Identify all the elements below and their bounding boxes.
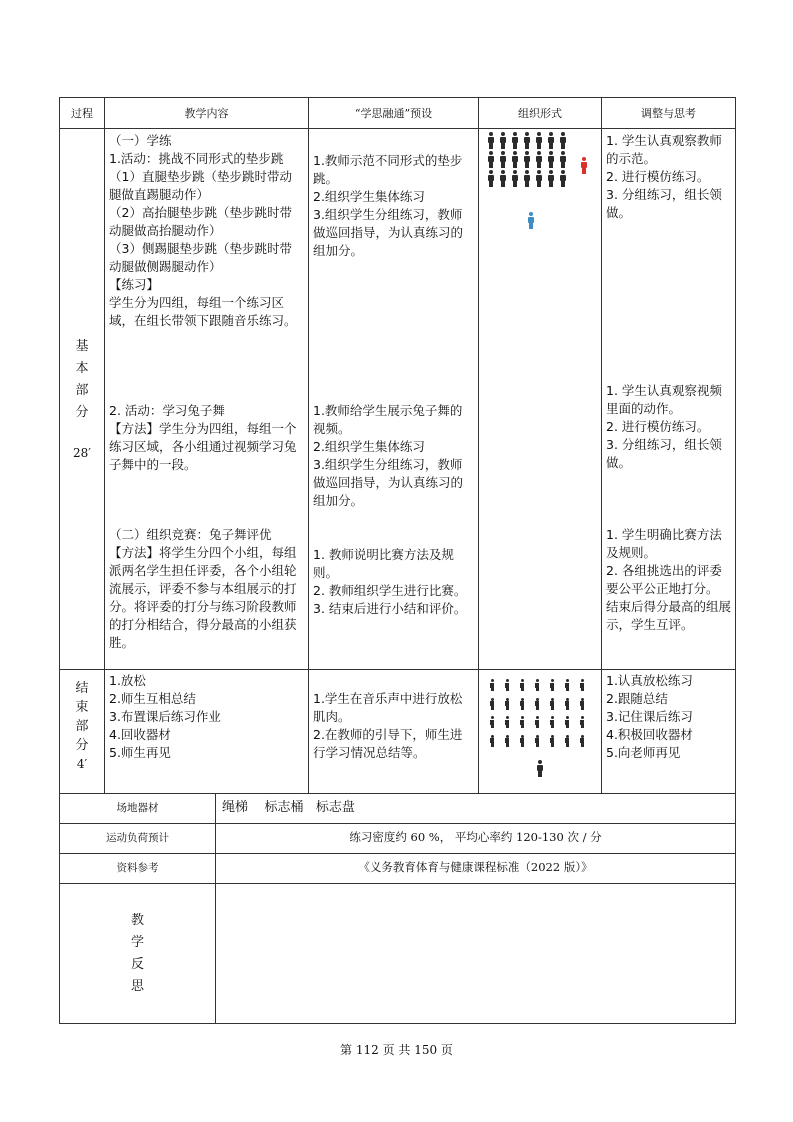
basic-preset-1: 1.教师示范不同形式的垫步跳。 2.组织学生集体练习 3.组织学生分组练习，教师做巡回指导，为认真练习的组加分。 [313,153,464,258]
person-icon [564,716,570,728]
end-adjust: 1.认真放松练习 2.跟随总结 3.记住课后练习 4.积极回收器材 5.向老师再见 [606,673,693,760]
section-label-basic [60,336,104,464]
person-icon [519,716,525,728]
basic-adjust-2: 1. 学生认真观察视频里面的动作。 2. 进行模仿练习。 3. 分组练习，组长领做。 [606,383,722,470]
label-char: 学 [130,935,144,950]
person-icon [559,132,567,149]
basic-preset-2: 1.教师给学生展示兔子舞的视频。 2.组织学生集体练习 3.组织学生分组练习，教师做巡回指导，为认真练习的组加分。 [313,403,464,508]
label-char: 束 [75,700,89,715]
label-char: 本 [75,361,89,376]
person-icon [489,735,495,747]
person-icon [564,679,570,691]
person-icon [519,679,525,691]
person-icon [519,735,525,747]
basic-preset-3: 1. 教师说明比赛方法及规则。 2. 教师组织学生进行比赛。 3. 结束后进行小结和评价。 [313,547,467,616]
label-char: 部 [75,383,89,398]
person-icon [534,735,540,747]
basic-content-3: （二）组织竞赛：兔子舞评优 【方法】将学生分四个小组，每组派两名学生担任评委，各个小组轮流展示，评委不参与本组展示的打分。将评委的打分与练习阶段教师的打分相结合，得分最高的小组获胜。 [109,527,297,650]
header-preset: “学思融通”预设 [354,107,433,120]
person-icon [519,698,525,710]
person-icon [549,716,555,728]
person-icon [559,170,567,187]
person-icon [504,679,510,691]
table-border-left [59,97,60,1024]
label-char: 分 [75,738,89,753]
basic-content-2: 2. 活动：学习兔子舞 【方法】学生分为四组，每组一个练习区域，各小组通过视频学习兔子舞中的一段。 [109,403,297,472]
person-icon [504,716,510,728]
person-icon [504,735,510,747]
person-icon [523,132,531,149]
person-icon [534,679,540,691]
person-icon [504,698,510,710]
person-icon [549,735,555,747]
person-icon [489,716,495,728]
person-icon [499,151,507,168]
person-icon [487,132,495,149]
label-char: 结 [75,681,89,696]
label-char: 思 [130,979,144,994]
header-organization: 组织形式 [518,107,562,120]
equipment-value: 绳梯 标志桶 标志盘 [222,800,355,815]
reference-value: 《义务教育体育与健康课程标准（2022 版）》 [358,860,593,874]
person-icon [536,760,544,777]
person-icon [579,698,585,710]
person-icon [489,679,495,691]
header-process: 过程 [71,107,93,120]
row-divider [59,883,736,884]
person-icon [499,170,507,187]
person-icon [499,132,507,149]
reflection-label [60,910,215,998]
person-icon [511,170,519,187]
person-icon [547,151,555,168]
person-icon [547,170,555,187]
person-icon [523,170,531,187]
formation-basic [479,129,601,249]
load-label: 运动负荷预计 [106,832,169,844]
equipment-label: 场地器材 [116,802,159,814]
label-char: 分 [75,405,89,420]
person-icon [564,698,570,710]
header-adjustment: 调整与思考 [641,107,696,120]
table-border-right [735,97,736,1024]
person-icon [511,151,519,168]
section-label-end [60,679,104,774]
page-footer: 第 112 页 共 150 页 [340,1043,453,1057]
basic-adjust-3: 1. 学生明确比赛方法及规则。 2. 各组挑选出的评委要公平公正地打分。 结束后得分最高的组展示，学生互评。 [606,527,732,632]
label-char: 反 [130,957,144,972]
person-icon [523,151,531,168]
person-icon [579,735,585,747]
person-icon [527,212,535,229]
person-icon [535,170,543,187]
person-icon [487,151,495,168]
formation-end [479,670,601,793]
person-icon [579,679,585,691]
load-value: 练习密度约 60 %， 平均心率约 120-130 次 / 分 [349,830,602,844]
end-content: 1.放松 2.师生互相总结 3.布置课后练习作业 4.回收器材 5.师生再见 [109,673,221,760]
person-icon [535,132,543,149]
header-content: 教学内容 [184,107,229,120]
table-border-bottom [59,1023,736,1024]
person-icon [549,698,555,710]
person-icon [534,698,540,710]
person-icon [534,716,540,728]
person-icon [489,698,495,710]
section-duration: 28′ [73,446,91,460]
section-duration: 4′ [76,757,88,771]
person-icon [549,679,555,691]
person-icon [564,735,570,747]
person-icon [511,132,519,149]
label-char: 基 [75,339,89,354]
person-icon [579,716,585,728]
basic-adjust-1: 1. 学生认真观察教师的示范。 2. 进行模仿练习。 3. 分组练习，组长领做。 [606,133,722,220]
person-icon [547,132,555,149]
label-char: 教 [130,913,144,928]
person-icon [487,170,495,187]
reference-label: 资料参考 [116,862,159,874]
row-divider [59,128,736,129]
label-char: 部 [75,719,89,734]
person-icon [580,157,588,174]
basic-content-1: （一）学练 1.活动：挑战不同形式的垫步跳 （1）直腿垫步跳（垫步跳时带动腿做直踢腿动作） （2）高抬腿垫步跳（垫步跳时带动腿做高抬腿动作） （3）侧踢腿垫步跳（垫步跳时带动腿做侧踢腿动作） 【练习】 学生分为四组，每组一个练习区域，在组长带领下跟随音乐练习。 [109,133,297,328]
person-icon [559,151,567,168]
end-preset: 1.学生在音乐声中进行放松肌肉。 2.在教师的引导下，师生进行学习情况总结等。 [313,691,463,760]
person-icon [535,151,543,168]
